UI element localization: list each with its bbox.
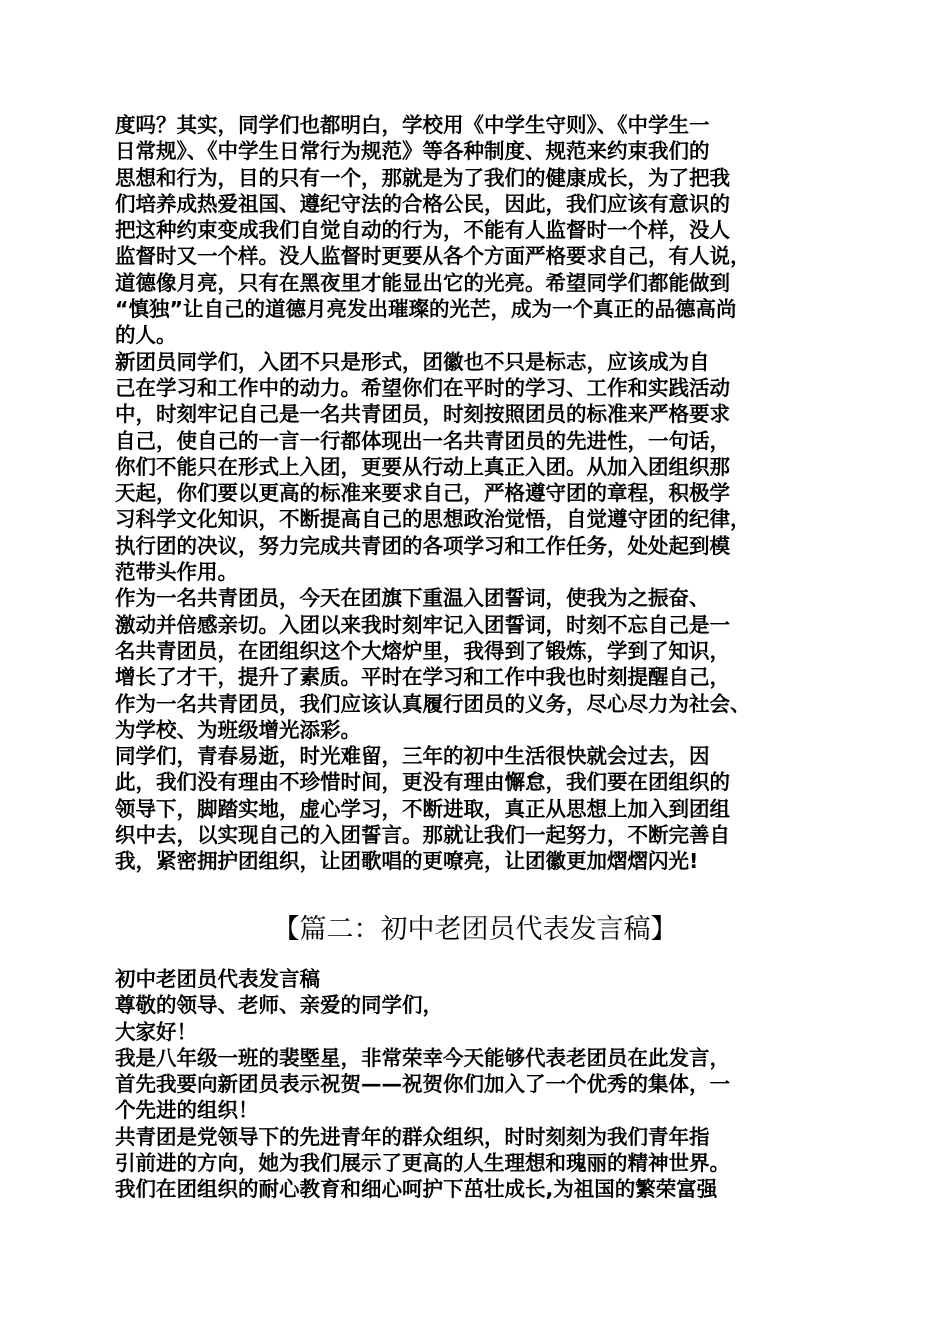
text-line: 织中去，以实现自己的入团誓言。那就让我们一起努力，不断完善自	[115, 823, 730, 848]
section-heading: 【篇二：初中老团员代表发言稿】	[272, 914, 678, 945]
text-line: 思想和行为，目的只有一个，那就是为了我们的健康成长，为了把我	[115, 165, 730, 190]
text-line: 此，我们没有理由不珍惜时间，更没有理由懈怠，我们要在团组织的	[115, 770, 730, 795]
text-line: 首先我要向新团员表示祝贺——祝贺你们加入了一个优秀的集体，一	[115, 1072, 730, 1097]
text-line: 领导下，脚踏实地，虚心学习，不断进取，真正从思想上加入到团组	[115, 796, 730, 821]
text-line: 我们在团组织的耐心教育和细心呵护下茁壮成长,为祖国的繁荣富强	[115, 1177, 718, 1202]
text-line: 己在学习和工作中的动力。希望你们在平时的学习、工作和实践活动	[115, 375, 730, 400]
text-line: 日常规》、《中学生日常行为规范》等各种制度、规范来约束我们的	[115, 139, 710, 164]
text-line: 天起，你们要以更高的标准来要求自己，严格遵守团的章程，积极学	[115, 481, 730, 506]
text-line: 度吗？其实，同学们也都明白，学校用《中学生守则》、《中学生一	[115, 113, 710, 137]
text-line: 初中老团员代表发言稿	[115, 967, 320, 991]
text-line: 自己，使自己的一言一行都体现出一名共青团员的先进性，一句话，	[115, 428, 730, 453]
text-line: 中，时刻牢记自己是一名共青团员，时刻按照团员的标准来严格要求	[115, 402, 730, 427]
body-text-section-1	[115, 112, 850, 875]
text-line: 名共青团员，在团组织这个大熔炉里，我得到了锻炼，学到了知识，	[115, 638, 730, 663]
text-line: 监督时又一个样。没人监督时更要从各个方面严格要求自己，有人说，	[115, 244, 751, 269]
text-line: 个先进的组织！	[115, 1098, 259, 1123]
text-line: 执行团的决议，努力完成共青团的各项学习和工作任务，处处起到模	[115, 533, 730, 558]
text-line: 们培养成热爱祖国、遵纪守法的合格公民，因此，我们应该有意识的	[115, 191, 730, 216]
text-line: 习科学文化知识，不断提高自己的思想政治觉悟，自觉遵守团的纪律，	[115, 507, 751, 532]
text-line: 你们不能只在形式上入团，更要从行动上真正入团。从加入团组织那	[115, 454, 730, 479]
text-line: 我，紧密拥护团组织，让团歌唱的更嘹亮，让团徽更加熠熠闪光!	[115, 849, 699, 874]
text-line: 大家好！	[115, 1019, 197, 1044]
text-line: “慎独”让自己的道德月亮发出璀璨的光芒，成为一个真正的品德高尚	[115, 297, 737, 322]
text-line: 作为一名共青团员，我们应该认真履行团员的义务，尽心尽力为社会、	[115, 691, 751, 716]
text-line: 尊敬的领导、老师、亲爱的同学们，	[115, 993, 443, 1018]
text-line: 引前进的方向，她为我们展示了更高的人生理想和瑰丽的精神世界。	[115, 1151, 730, 1176]
text-line: 增长了才干，提升了素质。平时在学习和工作中我也时刻提醒自己，	[115, 665, 730, 690]
text-line: 新团员同学们，入团不只是形式，团徽也不只是标志，应该成为自	[115, 349, 710, 374]
text-line: 共青团是党领导下的先进青年的群众组织，时时刻刻为我们青年指	[115, 1124, 710, 1149]
text-line: 为学校、为班级增光添彩。	[115, 717, 361, 742]
text-line: 我是八年级一班的裴塈星，非常荣幸今天能够代表老团员在此发言，	[115, 1045, 730, 1070]
text-line: 作为一名共青团员，今天在团旗下重温入团誓词，使我为之振奋、	[115, 586, 710, 611]
text-line: 把这种约束变成我们自觉自动的行为，不能有人监督时一个样，没人	[115, 218, 730, 243]
text-line: 同学们，青春易逝，时光难留，三年的初中生活很快就会过去，因	[115, 744, 710, 769]
text-line: 范带头作用。	[115, 560, 238, 585]
text-line: 的人。	[115, 323, 177, 348]
text-line: 激动并倍感亲切。入团以来我时刻牢记入团誓词，时刻不忘自己是一	[115, 612, 730, 637]
text-line: 道德像月亮，只有在黑夜里才能显出它的光亮。希望同学们都能做到	[115, 270, 730, 295]
body-text-section-2	[115, 966, 850, 1203]
